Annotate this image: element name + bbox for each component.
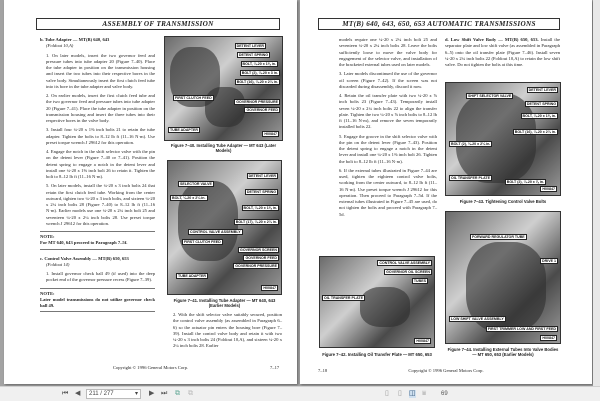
figure-label: FIRST TRIMMER LOW AND FIRST FEED <box>487 327 556 331</box>
step-text: 2. With the shift selector valve suitably secured, position the control valve assembly (as assembled in Paragraph 6–6) so the actuator pin enters the housing bore (Figure 7–39). Install the control valve body and retain it with two ¼-20 x 3 inch bolts 24 (Foldout 10,A), and sixteen ¼-20 x 2¼ inch bolts 28. Earlier <box>173 312 282 349</box>
left-text-column <box>333 37 437 221</box>
page-number: 7–18 <box>318 368 328 373</box>
section-subtitle: (Foldout 14) <box>46 261 70 267</box>
step-text: 1. Install governor check ball 49 (if used) into the deep pocket end of the governor pressure recess (Figure 7–39). <box>46 271 155 283</box>
step-text: Install the separator plate and low shift valve (as assembled in Paragraph 6–5) onto the oil transfer plate (Figure 7–46). Install seven ¼-20 x 2¼ inch bolts 22 (Foldout 10,A) to retain the low shift valve. Do not tighten the bolts at this time. <box>445 37 560 67</box>
vertical-scrollbar[interactable] <box>593 0 600 386</box>
page-number-input[interactable] <box>86 389 141 399</box>
figure-label: GOVERNOR SCREEN <box>240 248 277 252</box>
viewer-toolbar <box>0 386 600 401</box>
figure-label: BOLT (2), ¼-20 x 3 in. <box>241 71 278 75</box>
zoom-level[interactable]: 69 <box>441 391 448 397</box>
left-page <box>4 0 297 384</box>
figure-caption: Figure 7–44. Installing External Tubes Into Valve Bodies — MT 650, 653 (Earlier Models) <box>447 347 559 358</box>
step-text: 4. Retain the oil transfer plate with two ¼-20 x ⅞ inch bolts 23 (Figure 7–43). Temporarily install seven ¼-20 x 2¼ inch bolts 22 to align the transfer plate. Tighten the two ¼-20 x ⅞ inch bolts to 8–12 lb ft (11–16 N·m), and remove the seven temporarily installed bolts 22. <box>339 93 437 130</box>
figure-label: BOLT (17), ¼-20 x 2¼ in. <box>235 220 277 224</box>
section-subtitle: (Foldout 10,A) <box>46 43 74 49</box>
next-page-icon[interactable]: ▶ <box>149 390 155 397</box>
right-page <box>300 0 592 384</box>
step-text: 6. If the external tubes illustrated in Figure 7–44 are used, tighten the eighteen control valve bolts, working from the center outward, to 8–12 lb ft (11–16 N·m). Use preset torque wrench J 29612 for this operation. Then proceed to Paragraph 7–5d. If the external tubes illustrated in Figure 7–45 are used, do not tighten the bolts and proceed with Paragraph 7–5d. <box>339 167 437 217</box>
figure-label: BOLT (16), ¼-20 x 2¼ in. <box>514 130 556 134</box>
figure-caption: Figure 7–43. Tightening Control Valve Bolts <box>459 199 547 204</box>
step-text: 3. Later models discontinued the use of the governor oil screen (Figure 7–42). If the screen was not discarded during disassembly, discard it now. <box>339 71 437 89</box>
figure-label: BOLT, ¼-20 x 1⅜ in. <box>242 62 276 66</box>
last-page-icon[interactable]: ⏭ <box>161 390 168 397</box>
footer-copyright: Copyright © 1996 General Motors Corp. <box>408 368 484 373</box>
figure-label: GOVERNOR PRESSURE <box>236 100 278 104</box>
note-box <box>40 231 155 250</box>
figure-label: OIL TRANSFER PLATE <box>324 296 363 300</box>
note-label: NOTE: <box>40 234 55 239</box>
figure-label: DRIVE 1 <box>542 259 556 263</box>
section-title: b. Tube Adapter — MT(B) 640, 643 <box>40 37 110 42</box>
page-indicator: 211 / 277 <box>89 391 114 397</box>
figure-label: BOLT, ¼-20 x 2¼ in. <box>172 196 206 200</box>
first-page-icon[interactable]: ⏮ <box>62 390 69 397</box>
step-text: 2. On earlier models, insert the first clutch feed tube and the two governor feed and pressure tubes into tube adapter 20 (Figure 7–41). Place the tube adapter in position on the transmission housing and insert the three tubes into their respective bores in the valve body. <box>46 93 155 123</box>
figure-label: CONTROL VALVE ASSEMBLY <box>190 230 241 234</box>
single-page-icon[interactable]: ▯ <box>385 390 389 397</box>
figure-7-42-photo <box>319 256 435 348</box>
figure-label: GOVERNOR FEED <box>246 108 278 112</box>
figure-label: OIL TRANSFER PLATE <box>451 176 490 180</box>
figure-label: SHIFT SELECTOR VALVE <box>468 94 512 98</box>
figure-label: LOW SHIFT VALVE ASSEMBLY <box>451 317 504 321</box>
section-title: d. Low Shift Valve Body — MT(B) 650, 653. <box>445 37 539 42</box>
figure-label: GOVERNOR PRESSURE <box>235 264 277 268</box>
figure-label: DETENT SPRING <box>238 53 268 57</box>
figure-code: H00847 <box>263 285 276 290</box>
figure-label: CONTROL VALVE ASSEMBLY <box>379 261 430 265</box>
right-text-column <box>445 37 560 71</box>
figure-label: TUBE ADAPTER <box>170 128 199 132</box>
figure-label: GOVERNOR OIL SCREEN <box>386 270 430 274</box>
note-text: Later model transmissions do not utilize governor check ball 49. <box>40 296 155 308</box>
right-text-column <box>167 312 282 353</box>
figure-label: BOLT, ¼-20 x 1⅜ in. <box>243 206 277 210</box>
figure-label: BOLT (2), ¼-20 x 2¼ in. <box>451 142 491 146</box>
figure-label: TUBES <box>413 279 426 283</box>
step-text: 1. On later models, insert the two governor feed and pressure tubes into tube adapter 20 (Figure 7–40). Place the tube adapter in position on the transmission housing and insert the two tubes into their respective bores in the valve body. Simultaneously insert the first clutch feed tube into its bore in the tube adapter and valve body. <box>46 52 155 89</box>
figure-caption: Figure 7–42. Installing Oil Transfer Plate — MT 650, 653 <box>322 352 432 357</box>
two-page-icon[interactable]: ◫ <box>409 390 416 397</box>
figure-label: DETENT LEVER <box>528 88 556 92</box>
page-header: MT(B) 640, 643, 650, 653 AUTOMATIC TRANSMISSIONS <box>318 18 560 30</box>
step-text: 5. Engage the groove in the shift selector valve with the pin on the detent lever (Figure 7–43). Position the detent spring to engage a notch in the detent lever and install one ¼-20 x 1⅜ inch bolt 26. Tighten the bolt to 8–12 lb ft (11–16 N·m). <box>339 133 437 164</box>
footer-copyright: Copyright © 1996 General Motors Corp. <box>112 365 189 370</box>
figure-code: H00847 <box>416 338 429 343</box>
note-label: NOTE: <box>40 290 55 296</box>
note-box <box>40 288 155 313</box>
figure-code: H00847 <box>264 131 277 136</box>
step-text: 4. Engage the notch in the shift selector valve with the pin on the detent lever (Figure 7–40 or 7–41). Position the detent spring to engage a notch in the detent lever and install one ¼-20 x 1⅜ inch bolt 26 to retain it. Tighten the bolt to 8–12 lb ft (11–16 N·m). <box>46 149 155 179</box>
figure-label: GOVERNOR FEED <box>245 256 277 260</box>
figure-code: H00847 <box>542 186 555 191</box>
step-text: 5. On later models, install the ¼-20 x 3 inch bolts 24 that retain the first clutch feed tube. Working from the center outward, tighten two ¼-20 x 3 inch bolts, and sixteen ¼-20 x 2¼ inch bolts 28 (Figure 7–40) to 8–12 lb ft (11–16 N·m). Earlier models use one ¼-20 x 2¼ inch bolt 25 and seventeen ¼-20 x 2¼ inch bolts 28. Use preset torque wrench J 29612 for this operation. <box>46 183 155 226</box>
rotate-icon[interactable]: ⧉ <box>175 390 180 397</box>
step-text: models require one ¼-20 x 2¼ inch bolt 25 and seventeen ¼-20 x 2¼ inch bolts 28. Leave the bolts sufficiently loose to move the valve body for engagement of the selector valve, and installation of the bracketed external tubes used on later models. <box>339 37 437 67</box>
figure-label: FIRST CLUTCH FEED <box>175 96 212 100</box>
left-text-column <box>40 37 155 318</box>
note-text: For MT 640, 643 proceed to Paragraph 7–5f. <box>40 240 128 246</box>
dropdown-arrow-icon[interactable]: ▾ <box>134 391 138 397</box>
figure-label: BOLT, ¼-20 x 1⅜ in. <box>522 114 556 118</box>
page-number: 7–17 <box>270 365 280 370</box>
figure-caption: Figure 7–40. Installing Tube Adapter — MT 643 (Later Models) <box>170 143 277 154</box>
figure-label: BOLT (2), ¼-20 x ⅞ in. <box>506 180 544 184</box>
figure-code: H00847 <box>542 335 555 340</box>
figure-label: FORWARD REGULATOR TUBE <box>472 235 525 239</box>
scroll-mode-icon[interactable]: ⩸ <box>422 390 427 397</box>
figure-caption: Figure 7–41. Installing Tube Adapter — MT 640, 643 (Earlier Models) <box>173 298 276 309</box>
figure-7-41-photo <box>167 160 282 295</box>
figure-label: FIRST CLUTCH FEED <box>184 240 221 244</box>
figure-label: DETENT LEVER <box>248 174 276 178</box>
figure-label: DETENT SPRING <box>246 190 276 194</box>
figure-label: DETENT SPRING <box>526 102 556 106</box>
figure-7-43-photo <box>445 82 561 196</box>
figure-label: DETENT LEVER <box>236 44 264 48</box>
figure-7-40-photo <box>164 36 283 141</box>
continuous-icon[interactable]: ▯ <box>398 390 402 397</box>
figure-label: SELECTOR VALVE <box>180 182 212 186</box>
section-title: c. Control Valve Assembly — MT(B) 650, 653 <box>40 255 129 261</box>
page-header: ASSEMBLY OF TRANSMISSION <box>36 18 280 30</box>
figure-label: TUBE ADAPTER <box>178 274 207 278</box>
previous-page-icon[interactable]: ◀ <box>75 390 81 397</box>
figure-label: BOLT (16), ¼-20 x 2¼ in. <box>236 80 278 84</box>
crop-icon[interactable]: ⧉ <box>188 390 193 397</box>
figure-7-44-photo <box>445 211 561 344</box>
step-text: 3. Install four ¼-20 x 1⅜ inch bolts 21 to retain the tube adapter. Tighten the bolts to 8–12 lb ft (11–16 N·m). Use preset torque wrench J 29612 for this operation. <box>46 127 155 145</box>
